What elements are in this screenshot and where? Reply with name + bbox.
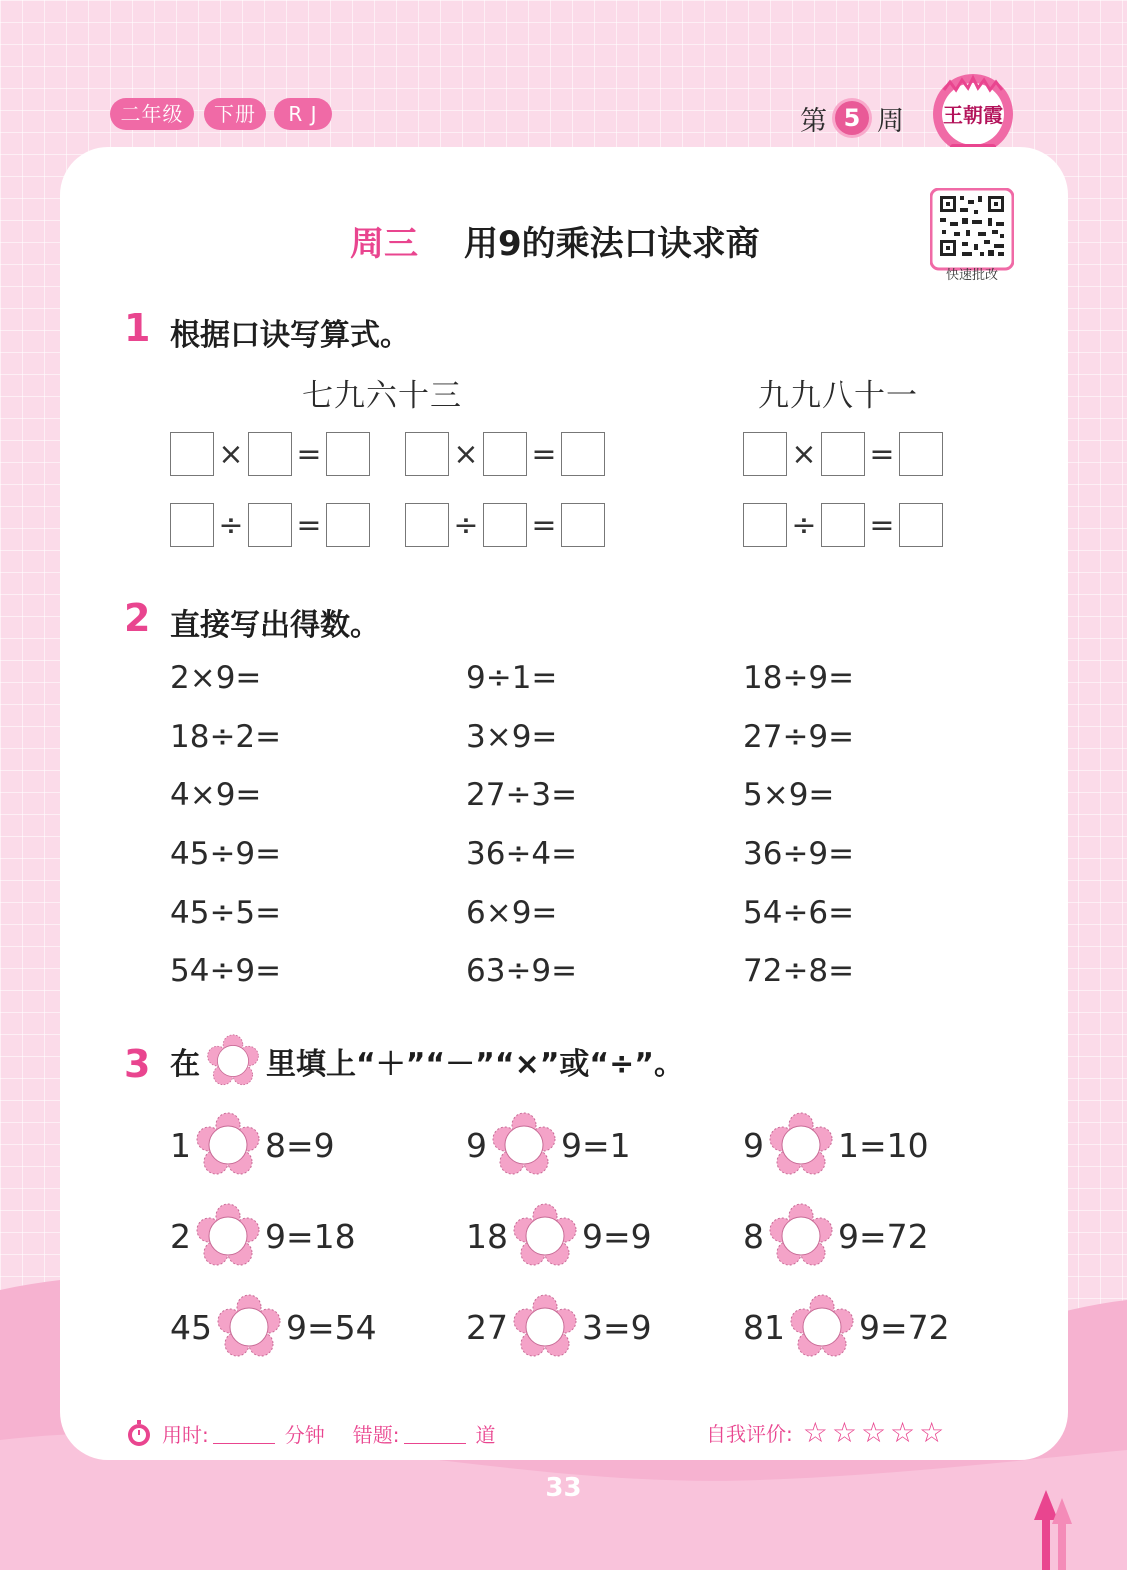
arrow-decoration bbox=[1028, 1490, 1078, 1570]
flower-answer-slot[interactable] bbox=[195, 1203, 261, 1269]
flower-answer-slot[interactable] bbox=[491, 1112, 557, 1178]
fill-operator-item: 45 9=54 bbox=[170, 1294, 377, 1360]
week-indicator bbox=[800, 96, 904, 140]
calc-item: 36÷9= bbox=[743, 836, 855, 872]
calc-item: 72÷8= bbox=[743, 953, 855, 989]
answer-box[interactable] bbox=[405, 432, 449, 476]
qr-label: 快速批改 bbox=[945, 268, 998, 283]
fill-operator-item: 9 9=1 bbox=[466, 1112, 631, 1178]
flower-answer-slot[interactable] bbox=[512, 1294, 578, 1360]
flower-answer-slot[interactable] bbox=[768, 1112, 834, 1178]
page-title: 用9的乘法口诀求商 bbox=[464, 224, 760, 264]
stopwatch-icon bbox=[124, 1418, 154, 1448]
answer-box[interactable] bbox=[326, 503, 370, 547]
answer-box[interactable] bbox=[248, 503, 292, 547]
edition-pill: R J bbox=[274, 98, 332, 130]
equation-row: ÷ = bbox=[405, 503, 605, 547]
answer-box[interactable] bbox=[248, 432, 292, 476]
time-record bbox=[124, 1418, 496, 1448]
fill-operator-item: 1 8=9 bbox=[170, 1112, 335, 1178]
time-unit: 分钟 bbox=[284, 1422, 325, 1447]
koujue-1: 七九六十三 bbox=[302, 378, 462, 414]
calc-item: 18÷2= bbox=[170, 719, 282, 755]
equation-row: × = bbox=[405, 432, 605, 476]
answer-box[interactable] bbox=[405, 503, 449, 547]
calc-item: 18÷9= bbox=[743, 660, 855, 696]
fill-operator-item: 9 1=10 bbox=[743, 1112, 929, 1178]
answer-box[interactable] bbox=[483, 432, 527, 476]
equation-row: × = bbox=[170, 432, 370, 476]
equation-row: ÷ = bbox=[170, 503, 370, 547]
answer-box[interactable] bbox=[743, 432, 787, 476]
calc-item: 5×9= bbox=[743, 777, 835, 813]
answer-box[interactable] bbox=[483, 503, 527, 547]
calc-item: 9÷1= bbox=[466, 660, 558, 696]
week-suffix: 周 bbox=[877, 105, 904, 137]
section-1-title: 根据口诀写算式。 bbox=[170, 318, 410, 353]
fill-operator-item: 8 9=72 bbox=[743, 1203, 929, 1269]
fill-operator-item: 27 3=9 bbox=[466, 1294, 652, 1360]
fill-operator-item: 18 9=9 bbox=[466, 1203, 652, 1269]
time-input[interactable] bbox=[213, 1423, 275, 1444]
koujue-2: 九九八十一 bbox=[758, 378, 918, 414]
page-number: 33 bbox=[545, 1473, 582, 1503]
section-2-title: 直接写出得数。 bbox=[170, 608, 380, 643]
flower-answer-slot[interactable] bbox=[768, 1203, 834, 1269]
calc-item: 27÷9= bbox=[743, 719, 855, 755]
section-3-number: 3 bbox=[124, 1042, 151, 1086]
calc-item: 36÷4= bbox=[466, 836, 578, 872]
section-2-number: 2 bbox=[124, 596, 151, 640]
week-number: 5 bbox=[835, 101, 869, 135]
errors-unit: 道 bbox=[475, 1422, 496, 1447]
flower-answer-slot[interactable] bbox=[216, 1294, 282, 1360]
equation-row: × = bbox=[743, 432, 943, 476]
answer-box[interactable] bbox=[899, 503, 943, 547]
calc-item: 45÷9= bbox=[170, 836, 282, 872]
calc-item: 6×9= bbox=[466, 895, 558, 931]
section-1-number: 1 bbox=[124, 306, 151, 350]
calc-item: 3×9= bbox=[466, 719, 558, 755]
calc-item: 63÷9= bbox=[466, 953, 578, 989]
answer-box[interactable] bbox=[561, 503, 605, 547]
answer-box[interactable] bbox=[821, 503, 865, 547]
errors-label: 错题: bbox=[352, 1422, 400, 1447]
self-eval-label: 自我评价: bbox=[706, 1422, 793, 1446]
volume-pill: 下册 bbox=[204, 98, 266, 130]
calc-item: 27÷3= bbox=[466, 777, 578, 813]
flower-answer-slot[interactable] bbox=[512, 1203, 578, 1269]
flower-answer-slot[interactable] bbox=[195, 1112, 261, 1178]
grade-pill: 二年级 bbox=[110, 98, 194, 130]
fill-operator-item: 2 9=18 bbox=[170, 1203, 356, 1269]
equation-row: ÷ = bbox=[743, 503, 943, 547]
fill-operator-item: 81 9=72 bbox=[743, 1294, 950, 1360]
answer-box[interactable] bbox=[561, 432, 605, 476]
self-evaluation bbox=[706, 1416, 948, 1449]
flower-answer-slot[interactable] bbox=[789, 1294, 855, 1360]
week-prefix: 第 bbox=[800, 105, 827, 137]
answer-box[interactable] bbox=[326, 432, 370, 476]
calc-item: 2×9= bbox=[170, 660, 262, 696]
answer-box[interactable] bbox=[170, 503, 214, 547]
section-3-title: 在 里填上“＋”“－”“×”或“÷”。 bbox=[170, 1034, 684, 1088]
flower-icon bbox=[206, 1034, 260, 1088]
svg-text:王朝霞: 王朝霞 bbox=[943, 103, 1003, 127]
answer-box[interactable] bbox=[899, 432, 943, 476]
title-day: 周三 bbox=[350, 224, 418, 264]
answer-box[interactable] bbox=[821, 432, 865, 476]
time-label: 用时: bbox=[162, 1422, 209, 1447]
errors-input[interactable] bbox=[404, 1423, 466, 1444]
calc-item: 4×9= bbox=[170, 777, 262, 813]
calc-item: 54÷9= bbox=[170, 953, 282, 989]
answer-box[interactable] bbox=[743, 503, 787, 547]
calc-item: 45÷5= bbox=[170, 895, 282, 931]
answer-box[interactable] bbox=[170, 432, 214, 476]
calc-item: 54÷6= bbox=[743, 895, 855, 931]
star-rating[interactable]: ☆☆☆☆☆ bbox=[802, 1416, 949, 1449]
